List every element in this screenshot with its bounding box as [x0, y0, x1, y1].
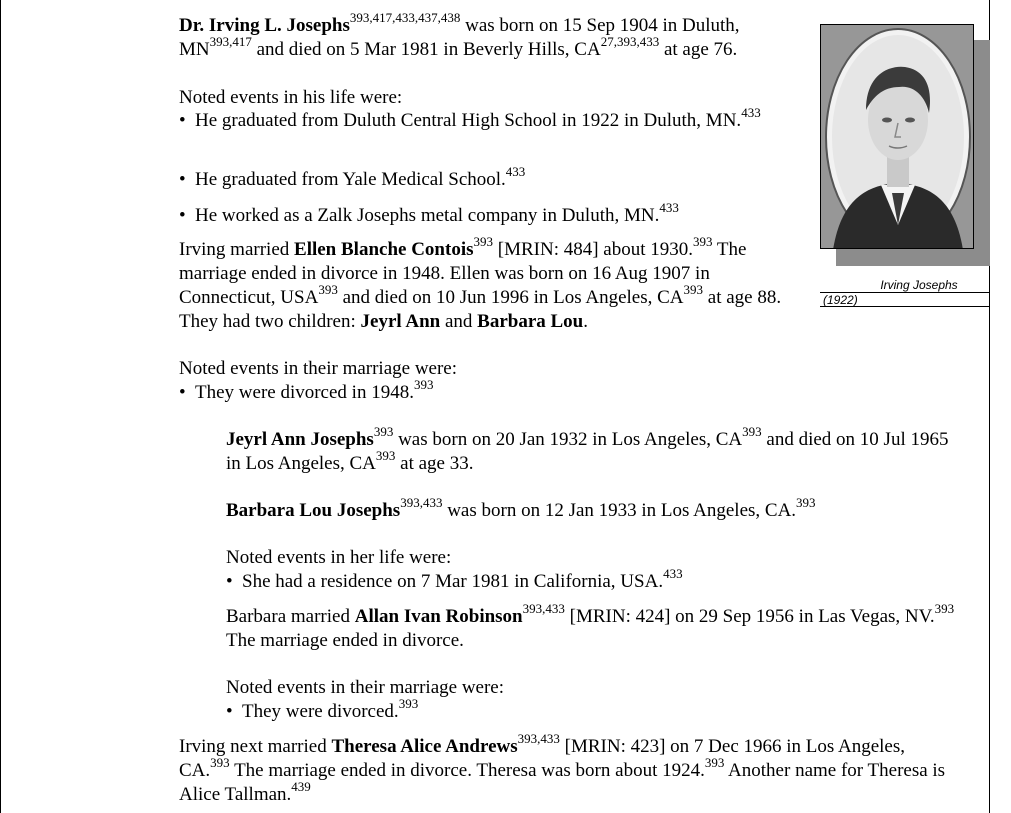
event-text: They were divorced in 1948.: [195, 382, 414, 403]
bullet-icon: •: [226, 701, 233, 722]
marriage-allan: [226, 600, 981, 653]
bio-text: was born on 12 Jan 1933 in Los Angeles, CA.: [442, 500, 797, 521]
event-item: [226, 565, 942, 594]
source-citation: 393: [934, 600, 955, 616]
photo-caption-name: Irving Josephs: [820, 278, 990, 293]
spouse-name: Ellen Blanche Contois: [294, 239, 474, 260]
marriage-text: [MRIN: 423] on 7 Dec 1966 in Los Angeles, CA.: [179, 736, 906, 781]
marriage-text: The marriage ended in divorce. Theresa was born about 1924.: [229, 760, 705, 781]
source-citation: 393: [473, 233, 493, 249]
bullet-icon: •: [179, 205, 186, 226]
marriage-text: Irving next married: [179, 736, 332, 757]
source-citation: 393: [683, 281, 704, 297]
child-bio-barbara: [226, 494, 976, 523]
bio-text: was born on 20 Jan 1932 in Los Angeles, CA: [393, 429, 743, 450]
marriage-text: Another name for Theresa is Alice Tallman.: [179, 760, 946, 805]
source-citation: 393: [318, 281, 338, 297]
events-life-heading: Noted events in his life were:: [179, 87, 403, 108]
bullet-icon: •: [179, 110, 186, 131]
event-text: He graduated from Duluth Central High School in 1922 in Duluth, MN.: [195, 110, 742, 131]
spouse-name: Allan Ivan Robinson: [354, 606, 523, 627]
marriage-text: and died on 10 Jun 1996 in Los Angeles, CA: [337, 287, 684, 308]
source-citation: 393: [210, 754, 230, 770]
marriage-text: at age 88. They had two children:: [179, 287, 782, 332]
source-citation: 433: [505, 163, 526, 179]
bio-text: at age 33.: [395, 453, 474, 474]
portrait-photo: [820, 24, 974, 249]
source-citation: 439: [291, 778, 311, 794]
bio-text: at age 76.: [659, 39, 738, 60]
photo-caption-year: (1922): [820, 293, 990, 307]
source-citation: 433: [663, 565, 683, 581]
source-citation: 393: [704, 754, 725, 770]
bullet-icon: •: [226, 571, 233, 592]
marriage-text: Irving married: [179, 239, 295, 260]
source-citation: 393,417: [209, 33, 252, 49]
spouse-name: Theresa Alice Andrews: [331, 736, 518, 757]
bullet-icon: •: [179, 382, 186, 403]
events-barbara-heading: Noted events in her life were:: [226, 547, 452, 568]
source-citation: 393: [693, 233, 713, 249]
source-citation: 393,433: [517, 730, 560, 746]
child-bio-jeyrl: [226, 423, 966, 476]
bio-text: and died on 5 Mar 1981 in Beverly Hills, CA: [251, 39, 601, 60]
source-citation: 393: [375, 447, 396, 463]
event-item: [179, 163, 825, 192]
event-text: He worked as a Zalk Josephs metal company in Duluth, MN.: [195, 205, 660, 226]
marriage-text: The marriage ended in divorce.: [226, 630, 464, 651]
event-text: They were divorced.: [242, 701, 399, 722]
marriage-text: and: [440, 311, 478, 332]
events-barbara-marriage-heading: Noted events in their marriage were:: [226, 677, 505, 698]
child-name: Barbara Lou: [477, 311, 584, 332]
marriage-text: .: [583, 311, 589, 332]
person-name-barbara: Barbara Lou Josephs: [226, 500, 401, 521]
source-citation: 27,393,433: [600, 33, 660, 49]
events-marriage-heading: Noted events in their marriage were:: [179, 358, 458, 379]
source-citation: 433: [741, 104, 761, 120]
source-citation: 393: [742, 423, 762, 439]
source-citation: 433: [659, 199, 679, 215]
source-citation: 393: [413, 376, 434, 392]
event-text: He graduated from Yale Medical School.: [195, 169, 506, 190]
event-item: [179, 199, 825, 228]
source-citation: 393,417,433,437,438: [349, 9, 461, 25]
event-item: [179, 376, 825, 405]
portrait-image: [821, 25, 974, 249]
source-citation: 393: [796, 494, 816, 510]
marriage-text: The marriage ended in divorce in 1948. Ellen was born on 16 Aug 1907 in Connecticut, USA: [179, 239, 747, 308]
bullet-icon: •: [179, 169, 186, 190]
event-item: [179, 104, 795, 133]
marriage-theresa: [179, 730, 949, 807]
person-name-jeyrl: Jeyrl Ann Josephs: [226, 429, 374, 450]
source-citation: 393: [398, 695, 419, 711]
event-text: She had a residence on 7 Mar 1981 in California, USA.: [242, 571, 664, 592]
page-border-left: [0, 0, 1, 813]
source-citation: 393,433: [522, 600, 565, 616]
bio-text: and died on 10 Jul 1965 in Los Angeles, CA: [226, 429, 949, 474]
marriage-text: [MRIN: 424] on 29 Sep 1956 in Las Vegas, NV.: [564, 606, 935, 627]
person-name-irving: Dr. Irving L. Josephs: [179, 15, 350, 36]
source-citation: 393: [373, 423, 394, 439]
marriage-ellen: [179, 233, 809, 334]
irving-bio: [179, 9, 809, 62]
marriage-text: Barbara married: [226, 606, 355, 627]
marriage-text: [MRIN: 484] about 1930.: [493, 239, 694, 260]
bio-text: was born on 15 Sep 1904 in Duluth, MN: [179, 15, 740, 60]
photo-caption: [820, 278, 990, 307]
event-item: [226, 695, 942, 724]
source-citation: 393,433: [400, 494, 443, 510]
child-name: Jeyrl Ann: [360, 311, 441, 332]
